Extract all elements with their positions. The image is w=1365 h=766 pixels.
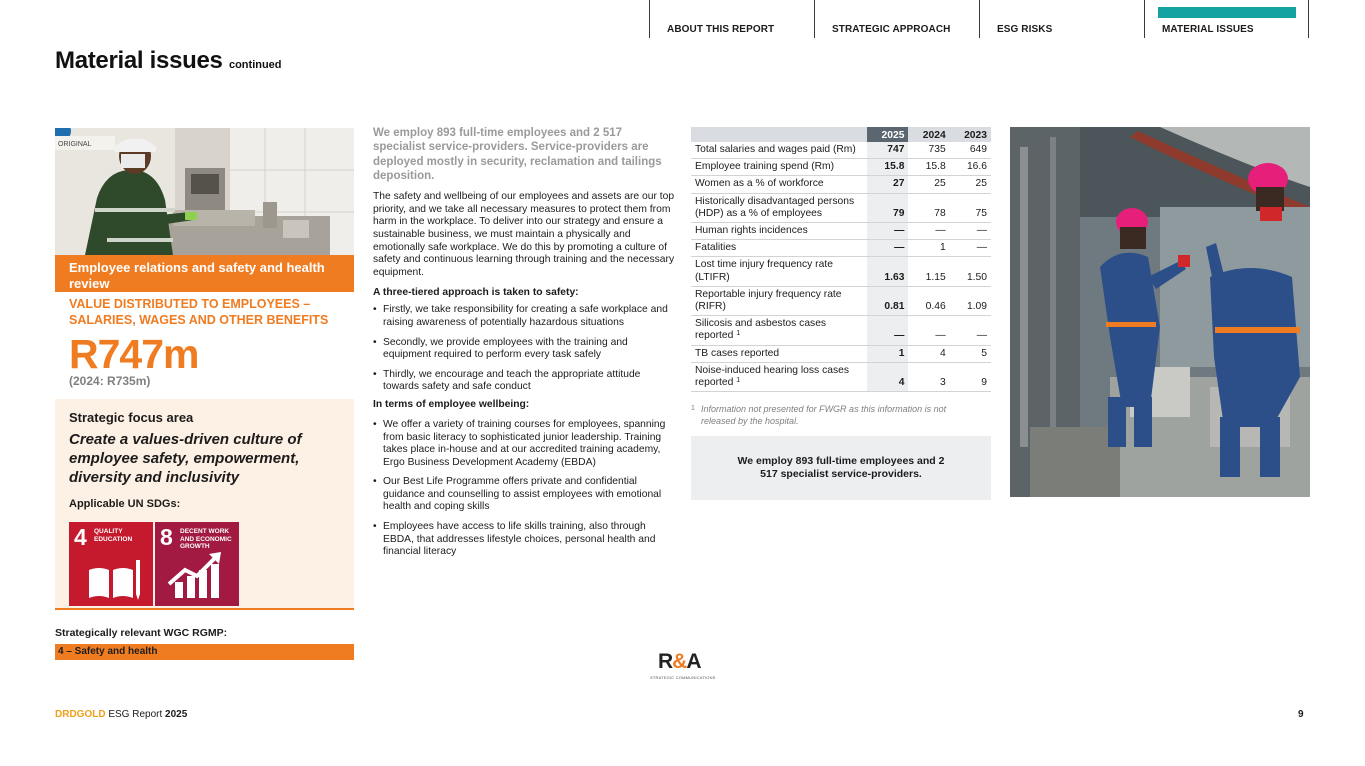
table-cell-value: 1.09 xyxy=(950,286,991,315)
table-row xyxy=(691,316,991,345)
list-item: • Secondly, we provide employees with the training and equipment required to perform every task safely xyxy=(373,337,675,362)
sdg-number: 8 xyxy=(160,524,173,550)
list-item: • Firstly, we take responsibility for creating a safe workplace and raising awareness of potentially hazardous situations xyxy=(373,304,675,329)
footer-brand: DRDGOLD xyxy=(55,709,106,720)
table-cell-value: 5 xyxy=(950,345,991,362)
table-cell-value: 747 xyxy=(867,142,908,159)
tab-label: MATERIAL ISSUES xyxy=(1162,24,1254,35)
value-label: VALUE DISTRIBUTED TO EMPLOYEES – SALARIES, WAGES AND OTHER BENEFITS xyxy=(69,297,329,327)
value-prior-year: (2024: R735m) xyxy=(69,374,151,388)
sdg-text: QUALITY EDUCATION xyxy=(94,528,133,543)
page-number: 9 xyxy=(1298,709,1304,720)
table-cell-value: 79 xyxy=(867,193,908,222)
table-cell-value: — xyxy=(867,223,908,240)
table-row xyxy=(691,159,991,176)
table-cell-value: — xyxy=(867,316,908,345)
left-column xyxy=(55,128,354,610)
table-cell-value: — xyxy=(950,316,991,345)
plant-workers-illustration xyxy=(1010,127,1310,497)
table-cell-label: Employee training spend (Rm) xyxy=(691,159,867,176)
footnote-ref: 1 xyxy=(736,330,741,338)
table-row xyxy=(691,142,991,159)
table-header-blank xyxy=(691,127,867,142)
table-cell-value: 16.6 xyxy=(950,159,991,176)
ra-logo-subtitle: STRATEGIC COMMUNICATIONS xyxy=(650,675,716,680)
laboratory-worker-illustration xyxy=(55,128,354,255)
table-row xyxy=(691,345,991,362)
table-cell-value: — xyxy=(908,223,949,240)
table-cell-value: 78 xyxy=(908,193,949,222)
safety-heading: A three-tiered approach is taken to safety: xyxy=(373,287,579,299)
sdg-text: DECENT WORK AND ECONOMIC GROWTH xyxy=(180,528,232,550)
table-row xyxy=(691,257,991,286)
table-cell-value: — xyxy=(908,316,949,345)
sdg-8-tile xyxy=(155,522,239,606)
page-title xyxy=(55,47,282,75)
table-cell-value: 75 xyxy=(950,193,991,222)
employee-metrics-table xyxy=(691,127,991,392)
table-cell-label: Total salaries and wages paid (Rm) xyxy=(691,142,867,159)
tab-label: ABOUT THIS REPORT xyxy=(667,24,775,35)
table-cell-value: 649 xyxy=(950,142,991,159)
middle-column xyxy=(373,126,675,566)
table-row xyxy=(691,362,991,391)
table-cell-value: — xyxy=(950,240,991,257)
table-cell-label: Lost time injury frequency rate (LTIFR) xyxy=(691,257,867,286)
table-header-year: 2024 xyxy=(908,127,949,142)
table-cell-value: 0.46 xyxy=(908,286,949,315)
footer-year: 2025 xyxy=(165,709,188,720)
page-title-suffix: continued xyxy=(228,59,282,71)
table-cell-value: 1 xyxy=(908,240,949,257)
table-cell-value: 735 xyxy=(908,142,949,159)
safety-list xyxy=(373,304,675,394)
top-navigation xyxy=(649,0,1309,38)
table-cell-label: Reportable injury frequency rate (RIFR) xyxy=(691,286,867,315)
ra-logo-mark: R&A xyxy=(658,650,701,673)
list-item: • We offer a variety of training courses for employees, spanning from basic literacy to sophisticated junior leadership. Training takes place in-house and at our accredited training academy, Ergo Business Development Academy (EBDA) xyxy=(373,419,675,469)
wgc-rgmp-value: 4 – Safety and health xyxy=(55,644,354,660)
wellbeing-list xyxy=(373,419,675,559)
table-row xyxy=(691,193,991,222)
list-item: • Thirdly, we encourage and teach the appropriate attitude towards safety and safe conduct xyxy=(373,369,675,394)
table-cell-value: 15.8 xyxy=(908,159,949,176)
table-cell-value: — xyxy=(867,240,908,257)
table-cell-value: 1.63 xyxy=(867,257,908,286)
ra-logo xyxy=(650,650,716,682)
employees-callout: We employ 893 full-time employees and 2 517 specialist service-providers. xyxy=(691,436,991,500)
table-cell-label: Silicosis and asbestos cases reported $^1$ xyxy=(691,316,867,345)
table-cell-value: — xyxy=(950,223,991,240)
tab-label: STRATEGIC APPROACH xyxy=(832,24,951,35)
footer-report: ESG Report xyxy=(108,709,163,720)
table-header-row xyxy=(691,127,991,142)
table-cell-value: 25 xyxy=(908,176,949,193)
table-cell-value: 25 xyxy=(950,176,991,193)
tab-strategic-approach[interactable] xyxy=(814,0,979,38)
table-footnote xyxy=(691,404,981,427)
table-cell-label: Historically disadvantaged persons (HDP) as a % of employees xyxy=(691,193,867,222)
tab-material-issues[interactable] xyxy=(1144,0,1309,38)
tab-esg-risks[interactable] xyxy=(979,0,1144,38)
table-cell-label: Fatalities xyxy=(691,240,867,257)
focus-heading: Strategic focus area xyxy=(69,410,194,425)
table-cell-value: 15.8 xyxy=(867,159,908,176)
list-item: • Our Best Life Programme offers private and confidential guidance and counselling to assist employees with emotional health and coping skills xyxy=(373,476,675,514)
table-row xyxy=(691,286,991,315)
table-cell-value: 1 xyxy=(867,345,908,362)
table-row xyxy=(691,223,991,240)
sdg-tiles xyxy=(69,522,340,606)
table-row xyxy=(691,176,991,193)
tab-about-this-report[interactable] xyxy=(649,0,814,38)
table-cell-label: TB cases reported xyxy=(691,345,867,362)
sdg-label: Applicable UN SDGs: xyxy=(69,498,181,510)
table-header-year: 2025 xyxy=(867,127,908,142)
focus-text: Create a values-driven culture of employee safety, empowerment, diversity and inclusivity xyxy=(69,431,302,486)
sdg-number: 4 xyxy=(74,524,87,550)
active-tab-indicator xyxy=(1158,7,1296,18)
plant-workers-photo xyxy=(1010,127,1310,497)
value-amount: R747m xyxy=(69,331,199,377)
table-cell-value: 27 xyxy=(867,176,908,193)
footnote-text: Information not presented for FWGR as this information is not released by the hospital. xyxy=(701,404,947,426)
wgc-rgmp-label: Strategically relevant WGC RGMP: xyxy=(55,627,228,639)
sdg-4-tile xyxy=(69,522,153,606)
table-cell-value: 1.15 xyxy=(908,257,949,286)
table-cell-value: 3 xyxy=(908,362,949,391)
value-distributed-block xyxy=(55,292,354,399)
table-cell-label: Noise-induced hearing loss cases reported $^1$ xyxy=(691,362,867,391)
footnote-mark: 1 xyxy=(691,405,695,412)
wellbeing-heading: In terms of employee wellbeing: xyxy=(373,398,530,410)
table-cell-value: 4 xyxy=(908,345,949,362)
table-cell-value: 0.81 xyxy=(867,286,908,315)
tab-label: ESG RISKS xyxy=(997,24,1053,35)
worker-photo xyxy=(55,128,354,255)
page-title-text: Material issues xyxy=(55,47,223,74)
list-item: • Employees have access to life skills training, also through EBDA, that addresses lifestyle choices, personal health and financial literacy xyxy=(373,521,675,559)
footer xyxy=(55,709,187,720)
table-cell-value: 9 xyxy=(950,362,991,391)
intro-text: We employ 893 full-time employees and 2 517 specialist service-providers. Service-providers are deployed mostly in security, reclamation and tailings deposition. xyxy=(373,127,662,182)
table-row xyxy=(691,240,991,257)
section-band-title: Employee relations and safety and health review xyxy=(55,255,354,292)
footnote-ref: 1 xyxy=(736,377,741,385)
table-cell-value: 1.50 xyxy=(950,257,991,286)
body-paragraph: The safety and wellbeing of our employees and assets are our top priority, and we take all necessary measures to protect them from harm in the workplace. To deliver into our strategy and ensure a sustainable business, we must maintain a physically and emotionally safe workplace. We do this by promoting a culture of safety and continuous learning through training and the necessary equipment. xyxy=(373,191,675,278)
table-cell-label: Women as a % of workforce xyxy=(691,176,867,193)
table-cell-value: 4 xyxy=(867,362,908,391)
table-header-year: 2023 xyxy=(950,127,991,142)
strategic-focus-box xyxy=(55,399,354,610)
svg-text:ORIGINAL: ORIGINAL xyxy=(58,141,92,148)
table-cell-label: Human rights incidences xyxy=(691,223,867,240)
